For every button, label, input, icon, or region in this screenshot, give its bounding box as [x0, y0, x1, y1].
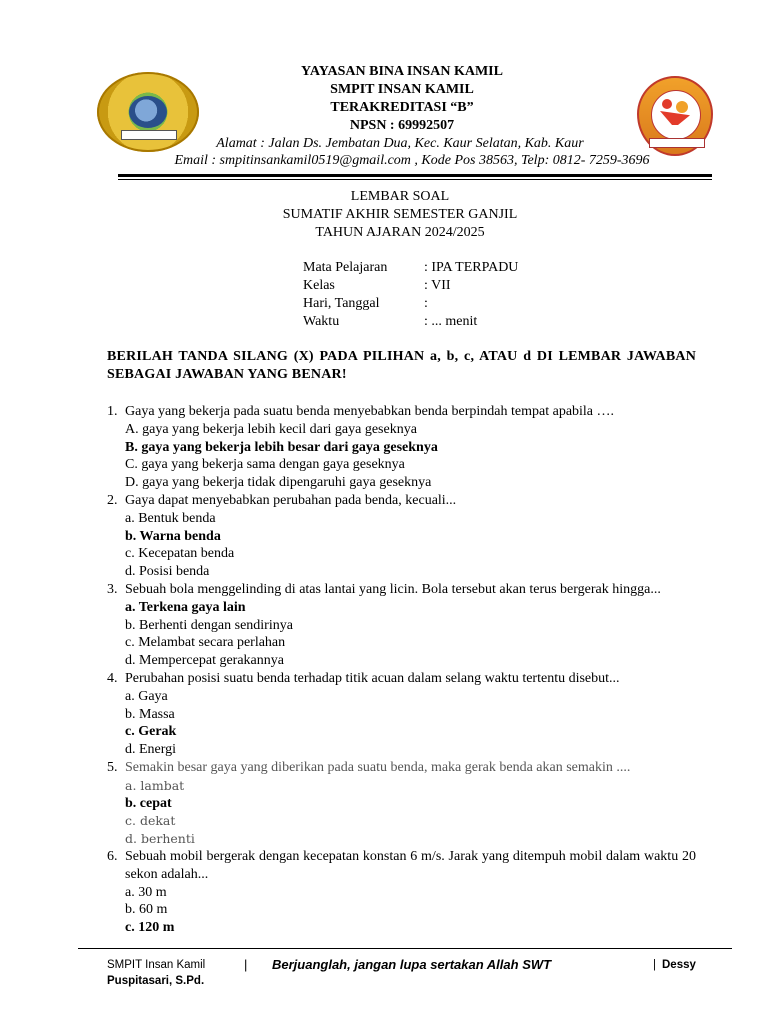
footer-divider [78, 948, 732, 949]
footer-author-cont: Puspitasari, S.Pd. [107, 975, 205, 987]
foundation-name: YAYASAN BINA INSAN KAMIL [301, 64, 503, 79]
option: d. Posisi benda [125, 564, 210, 580]
option-answer: c. Gerak [125, 724, 177, 740]
academic-year: TAHUN AJARAN 2024/2025 [315, 225, 485, 240]
option: b. Berhenti dengan sendirinya [125, 617, 293, 633]
question-text: Semakin besar gaya yang diberikan pada suatu benda, maka gerak benda akan semakin .... [125, 759, 631, 775]
question-4 [107, 670, 696, 759]
option: d. Mempercepat gerakannya [125, 653, 284, 669]
doc-subtitle: SUMATIF AKHIR SEMESTER GANJIL [282, 207, 518, 222]
instruction: BERILAH TANDA SILANG (X) PADA PILIHAN a, b, c, ATAU d DI LEMBAR JAWABAN SEBAGAI JAWABAN YANG BENAR! [107, 349, 696, 382]
school-logo-right [637, 76, 713, 156]
question-list [107, 403, 696, 937]
footer-author: Dessy [662, 959, 696, 971]
option: C. gaya yang bekerja sama dengan gaya geseknya [125, 457, 405, 473]
option: b. Massa [125, 706, 175, 722]
info-value: : [424, 296, 428, 311]
footer-motto: Berjuanglah, jangan lupa sertakan Allah SWT [272, 957, 552, 972]
option: a. 30 m [125, 884, 167, 900]
option: d. Energi [125, 742, 177, 758]
npsn: NPSN : 69992507 [349, 118, 455, 133]
option: b. 60 m [125, 902, 168, 918]
info-label: Waktu [303, 314, 340, 329]
option-answer: b. Warna benda [125, 528, 221, 544]
question-text: Gaya yang bekerja pada suatu benda menyebabkan benda berpindah tempat apabila …. [125, 404, 615, 419]
question-5 [107, 759, 696, 848]
question-number: 6. [107, 848, 118, 864]
option-answer: c. 120 m [125, 920, 175, 936]
option: c. dekat [125, 813, 176, 829]
accreditation: TERAKREDITASI “B” [330, 100, 474, 115]
question-3 [107, 581, 696, 670]
info-row-time [303, 313, 518, 331]
info-label: Hari, Tanggal [303, 296, 380, 311]
info-label: Kelas [303, 278, 335, 293]
option-answer: b. cepat [125, 795, 172, 811]
info-row-subject [303, 259, 518, 277]
school-name: SMPIT INSAN KAMIL [330, 82, 474, 97]
question-number: 3. [107, 581, 118, 597]
question-6 [107, 848, 696, 937]
info-value: : IPA TERPADU [424, 260, 519, 275]
info-label: Mata Pelajaran [303, 260, 388, 275]
option: a. Bentuk benda [125, 510, 216, 526]
header-divider-thin [118, 179, 712, 180]
logo-ribbon [121, 130, 177, 140]
question-number: 4. [107, 670, 118, 686]
question-text: Sebuah bola menggelinding di atas lantai yang licin. Bola tersebut akan terus bergerak hingga... [125, 581, 661, 597]
contact-line: Email : smpitinsankamil0519@gmail.com , Kode Pos 38563, Telp: 0812- 7259-3696 [174, 153, 650, 168]
option: a. lambat [125, 777, 185, 793]
footer-separator: | [244, 957, 248, 972]
question-2 [107, 492, 696, 581]
question-number: 2. [107, 492, 118, 508]
info-value: : ... menit [424, 314, 478, 329]
footer-separator-2: | [653, 959, 656, 971]
footer-school: SMPIT Insan Kamil [107, 959, 206, 971]
doc-title: LEMBAR SOAL [350, 189, 450, 204]
info-row-class [303, 277, 518, 295]
option-answer: a. Terkena gaya lain [125, 599, 246, 615]
address: Alamat : Jalan Ds. Jembatan Dua, Kec. Kaur Selatan, Kab. Kaur [216, 136, 584, 151]
logo-banner [649, 138, 705, 148]
globe-icon [129, 96, 167, 128]
option: D. gaya yang bekerja tidak dipengaruhi gaya geseknya [125, 475, 432, 491]
question-text: Gaya dapat menyebabkan perubahan pada benda, kecuali... [125, 492, 457, 508]
question-number: 1. [107, 404, 118, 419]
option: c. Melambat secara perlahan [125, 635, 286, 651]
option: a. Gaya [125, 688, 168, 704]
question-number: 5. [107, 759, 118, 775]
question-text: Perubahan posisi suatu benda terhadap titik acuan dalam selang waktu tertentu disebut... [125, 670, 620, 686]
info-value: : VII [424, 278, 451, 293]
emblem-icon [651, 90, 701, 140]
info-row-date [303, 295, 518, 313]
question-1 [107, 403, 696, 492]
option: d. berhenti [125, 831, 195, 847]
option-answer: B. gaya yang bekerja lebih besar dari gaya geseknya [125, 439, 438, 455]
option: c. Kecepatan benda [125, 546, 235, 562]
option: A. gaya yang bekerja lebih kecil dari gaya geseknya [125, 421, 417, 437]
question-text: Sebuah mobil bergerak dengan kecepatan konstan 6 m/s. Jarak yang ditempuh mobil dalam waktu 20 sekon adalah... [125, 848, 696, 882]
header-divider [118, 174, 712, 177]
exam-info-table [303, 259, 518, 331]
